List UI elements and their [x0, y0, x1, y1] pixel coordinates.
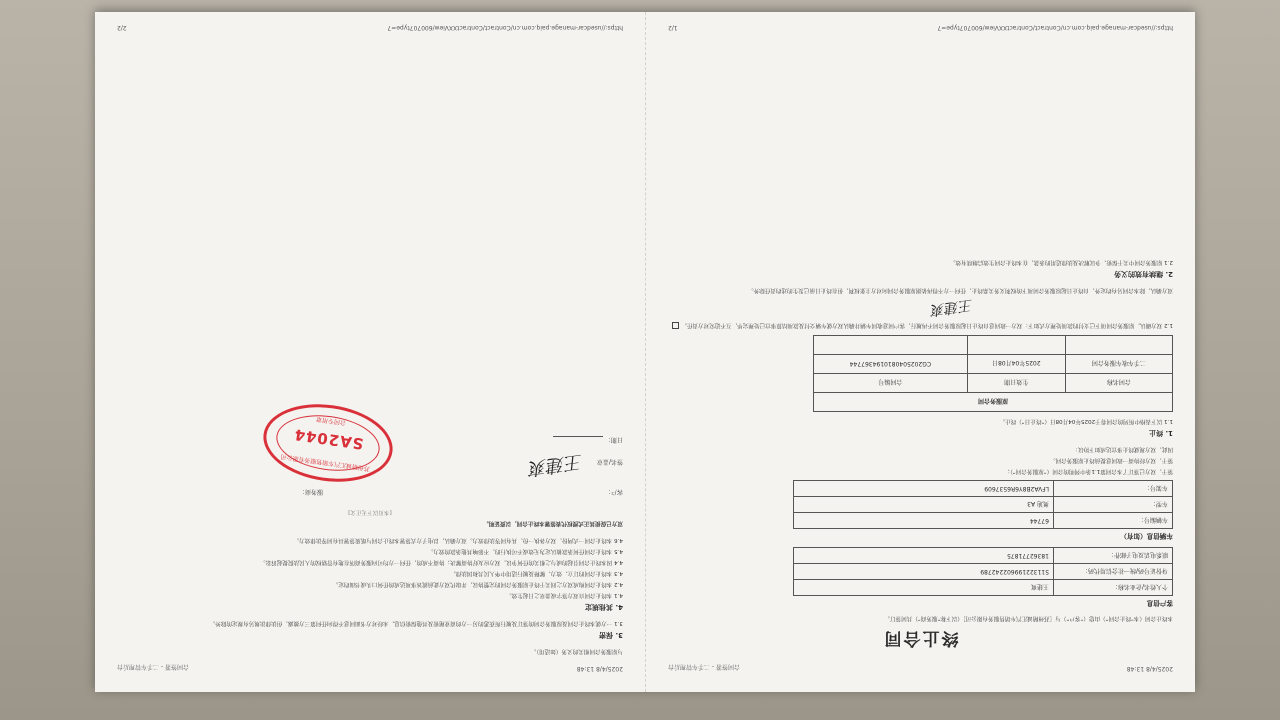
page-1-header — [668, 663, 1173, 672]
original-contract-table — [813, 335, 1173, 412]
customer-sign-label: 客户： — [604, 488, 623, 495]
clause-1-2-text: 1.2 双方确认，原服务合同项下已支付的款项处理方式如下：双方一致同意自终止日起原服务合同不再履行，客户同意收回车辆并确认双方就车辆交付及款项结算事宜已处理完毕，互不追究对方责任。 — [681, 322, 1173, 328]
signature-block — [117, 391, 623, 501]
effective-date-cell: 2025年04月08日 — [967, 355, 1065, 374]
column-header-contract-name: 合同名称 — [1065, 374, 1172, 393]
original-contract-caption: 原服务合同 — [814, 393, 1173, 412]
vehicle-model-value: 奥迪 A3 — [794, 497, 1054, 513]
contract-name-cell: 二手车收车服务合同 — [1065, 355, 1172, 374]
clause-1-3: 双方确认，除本合同另有约定外，自终止日起原服务合同项下的权利义务关系终止，任何一方不得再依据原服务合同向对方主张权利，但在终止日前已发生的违约责任除外。 — [747, 287, 1173, 293]
table-row — [794, 481, 1173, 497]
page-1-print-time: 2025/4/8 13:48 — [1126, 665, 1173, 672]
clause-2-1: 2.1 原服务合同中关于保密、争议解决及法律适用的条款，在本终止合同生效后继续有效。 — [949, 259, 1173, 265]
table-row — [794, 548, 1173, 564]
page-1-number: 1/2 — [668, 24, 678, 31]
column-header-contract-number: 合同编号 — [814, 374, 968, 393]
provider-sign-label: 服务商： — [298, 488, 323, 495]
vehicle-number-value: 67744 — [794, 513, 1054, 529]
date-label — [553, 436, 623, 445]
clause-4-6: 4.6 本终止合同一式两份，双方各执一份，具有同等法律效力。双方确认，以电子方式签署本终止合同与纸质签署具有同等法律效力。 — [293, 537, 623, 543]
clause-4-2: 4.2 本终止合同构成双方之间关于终止原服务合同的完整协议，并取代双方此前就该事项达成的任何口头或书面约定。 — [332, 581, 623, 587]
stamp-purpose: 合同专用章 — [315, 415, 347, 427]
clause-4-4: 4.4 因本终止合同引起的或与之相关的任何争议，双方应友好协商解决；协商不成的，任何一方均可向服务商所在地有管辖权的人民法院提起诉讼。 — [259, 559, 623, 565]
page-1-print-source: 合同签署 - 二手车管理后台 — [668, 663, 740, 670]
closing-statement: 双方已促使其正式授权代表签署本终止合同，以资证明。 — [483, 520, 623, 526]
table-row — [794, 497, 1173, 513]
recital-2: 鉴于，双方经协商一致同意提前终止原服务合同。 — [1049, 457, 1173, 463]
page-1-footer — [668, 24, 1173, 31]
clause-4-3: 4.3 本终止合同的订立、效力、解释及履行适用中华人民共和国法律。 — [450, 570, 623, 576]
intro-paragraph: 本终止合同（本“终止合同”）由您（“客户”）与［苏州精诚汇汽车销售服务有限公司］（以下称“服务商”）共同签订。 — [884, 615, 1173, 621]
vehicle-model-label: 车型： — [1054, 497, 1173, 513]
table-row — [794, 580, 1173, 596]
page-2-print-time: 2025/4/8 13:48 — [576, 665, 623, 672]
table-row — [794, 564, 1173, 580]
customer-id-value: 511322199602242789 — [794, 564, 1054, 580]
section-2-title: 2. 继续有效的义务 — [1114, 270, 1173, 278]
contract-page-2 — [95, 12, 645, 692]
page-2-number: 2/2 — [117, 24, 127, 31]
table-row — [814, 355, 1173, 374]
page-2-print-source: 合同签署 - 二手车管理后台 — [117, 663, 189, 670]
clause-1-2 — [668, 320, 1173, 329]
contract-paper-sheet — [95, 12, 1195, 692]
customer-name-value: 王建爽 — [794, 580, 1054, 596]
recital-3: 因此，双方现就终止事宜达成如下协议： — [1072, 446, 1173, 452]
handwritten-signature-initials: 王建爽 — [929, 296, 974, 318]
page-2-footer — [117, 24, 623, 31]
section-1-title: 1. 终止 — [1149, 429, 1173, 437]
stamp-code: SA2044 — [292, 425, 365, 453]
section-3-title: 3. 保密 — [599, 631, 623, 639]
customer-name-label: 个人姓名/企业名称： — [1054, 580, 1173, 596]
vehicle-info-heading: 车辆信息（如有） — [1120, 532, 1173, 540]
stamp-company-name: 苏州精诚汇汽车销售服务有限公司 — [280, 452, 371, 473]
customer-signature-caption: 签名/盖章 — [596, 458, 623, 465]
company-seal-stamp — [258, 396, 397, 489]
contract-page-1 — [645, 12, 1195, 692]
checkbox-icon — [672, 322, 679, 329]
continued-paragraph: 与原服务合同相关的义务（如适用）。 — [530, 648, 623, 654]
vehicle-info-table — [793, 480, 1173, 529]
section-4-title: 4. 其他规定 — [585, 603, 623, 611]
vin-label: 车架号： — [1054, 481, 1173, 497]
vehicle-number-label: 车辆编号： — [1054, 513, 1173, 529]
clause-1-1: 1.1 以下表格中所列的合同将于2025年04月08日（“终止日”）终止。 — [999, 418, 1173, 424]
date-line — [553, 436, 603, 443]
clause-4-5: 4.5 本终止合同任何条款被认定为无效或不可执行的，不影响其他条款的效力。 — [427, 548, 623, 554]
customer-info-table — [793, 547, 1173, 596]
table-row — [794, 513, 1173, 529]
clause-4-1: 4.1 本终止合同自双方签字或盖章之日起生效。 — [506, 592, 623, 598]
empty-cell — [814, 336, 968, 355]
customer-info-heading: 客户信息 — [1146, 599, 1173, 607]
document-title: 终止合同 — [882, 628, 959, 648]
closing-note: [本页以下无正文] — [348, 509, 392, 515]
handwritten-signature: 王建爽 — [527, 450, 584, 479]
initials-area — [668, 296, 1173, 318]
customer-id-label: 身份证号码/统一社会信用代码： — [1054, 564, 1173, 580]
date-label-text: 日期： — [604, 436, 623, 443]
empty-cell — [967, 336, 1065, 355]
vin-value: LFVA2B8Y6R6537609 — [794, 481, 1054, 497]
table-row — [814, 393, 1173, 412]
recital-1: 鉴于，双方已签订了本合同第1.1条中列明的合同（“原服务合同”）； — [1004, 468, 1173, 474]
contract-number-cell: CG2025040810194367744 — [814, 355, 968, 374]
table-row — [814, 374, 1173, 393]
customer-contact-label: 联系电话及电子邮件： — [1054, 548, 1173, 564]
page-2-header — [117, 663, 623, 672]
table-row — [814, 336, 1173, 355]
clause-3-1: 3.1 一方就本终止合同及原服务合同的签订及履行所获悉的另一方的商业秘密及其他保密信息，未经对方书面同意不得向任何第三方披露，但法律法规另有规定的除外。 — [209, 620, 623, 626]
page-2-url: https://usedcar-manage.paiq.com.cn/Contract/ContractXXView/600707type=7 — [387, 24, 623, 31]
customer-contact-value: 18362771875 — [794, 548, 1054, 564]
column-header-effective-date: 生效日期 — [967, 374, 1065, 393]
page-1-url: https://usedcar-manage.paiq.com.cn/Contract/ContractXXView/600707type=7 — [937, 24, 1173, 31]
empty-cell — [1065, 336, 1172, 355]
